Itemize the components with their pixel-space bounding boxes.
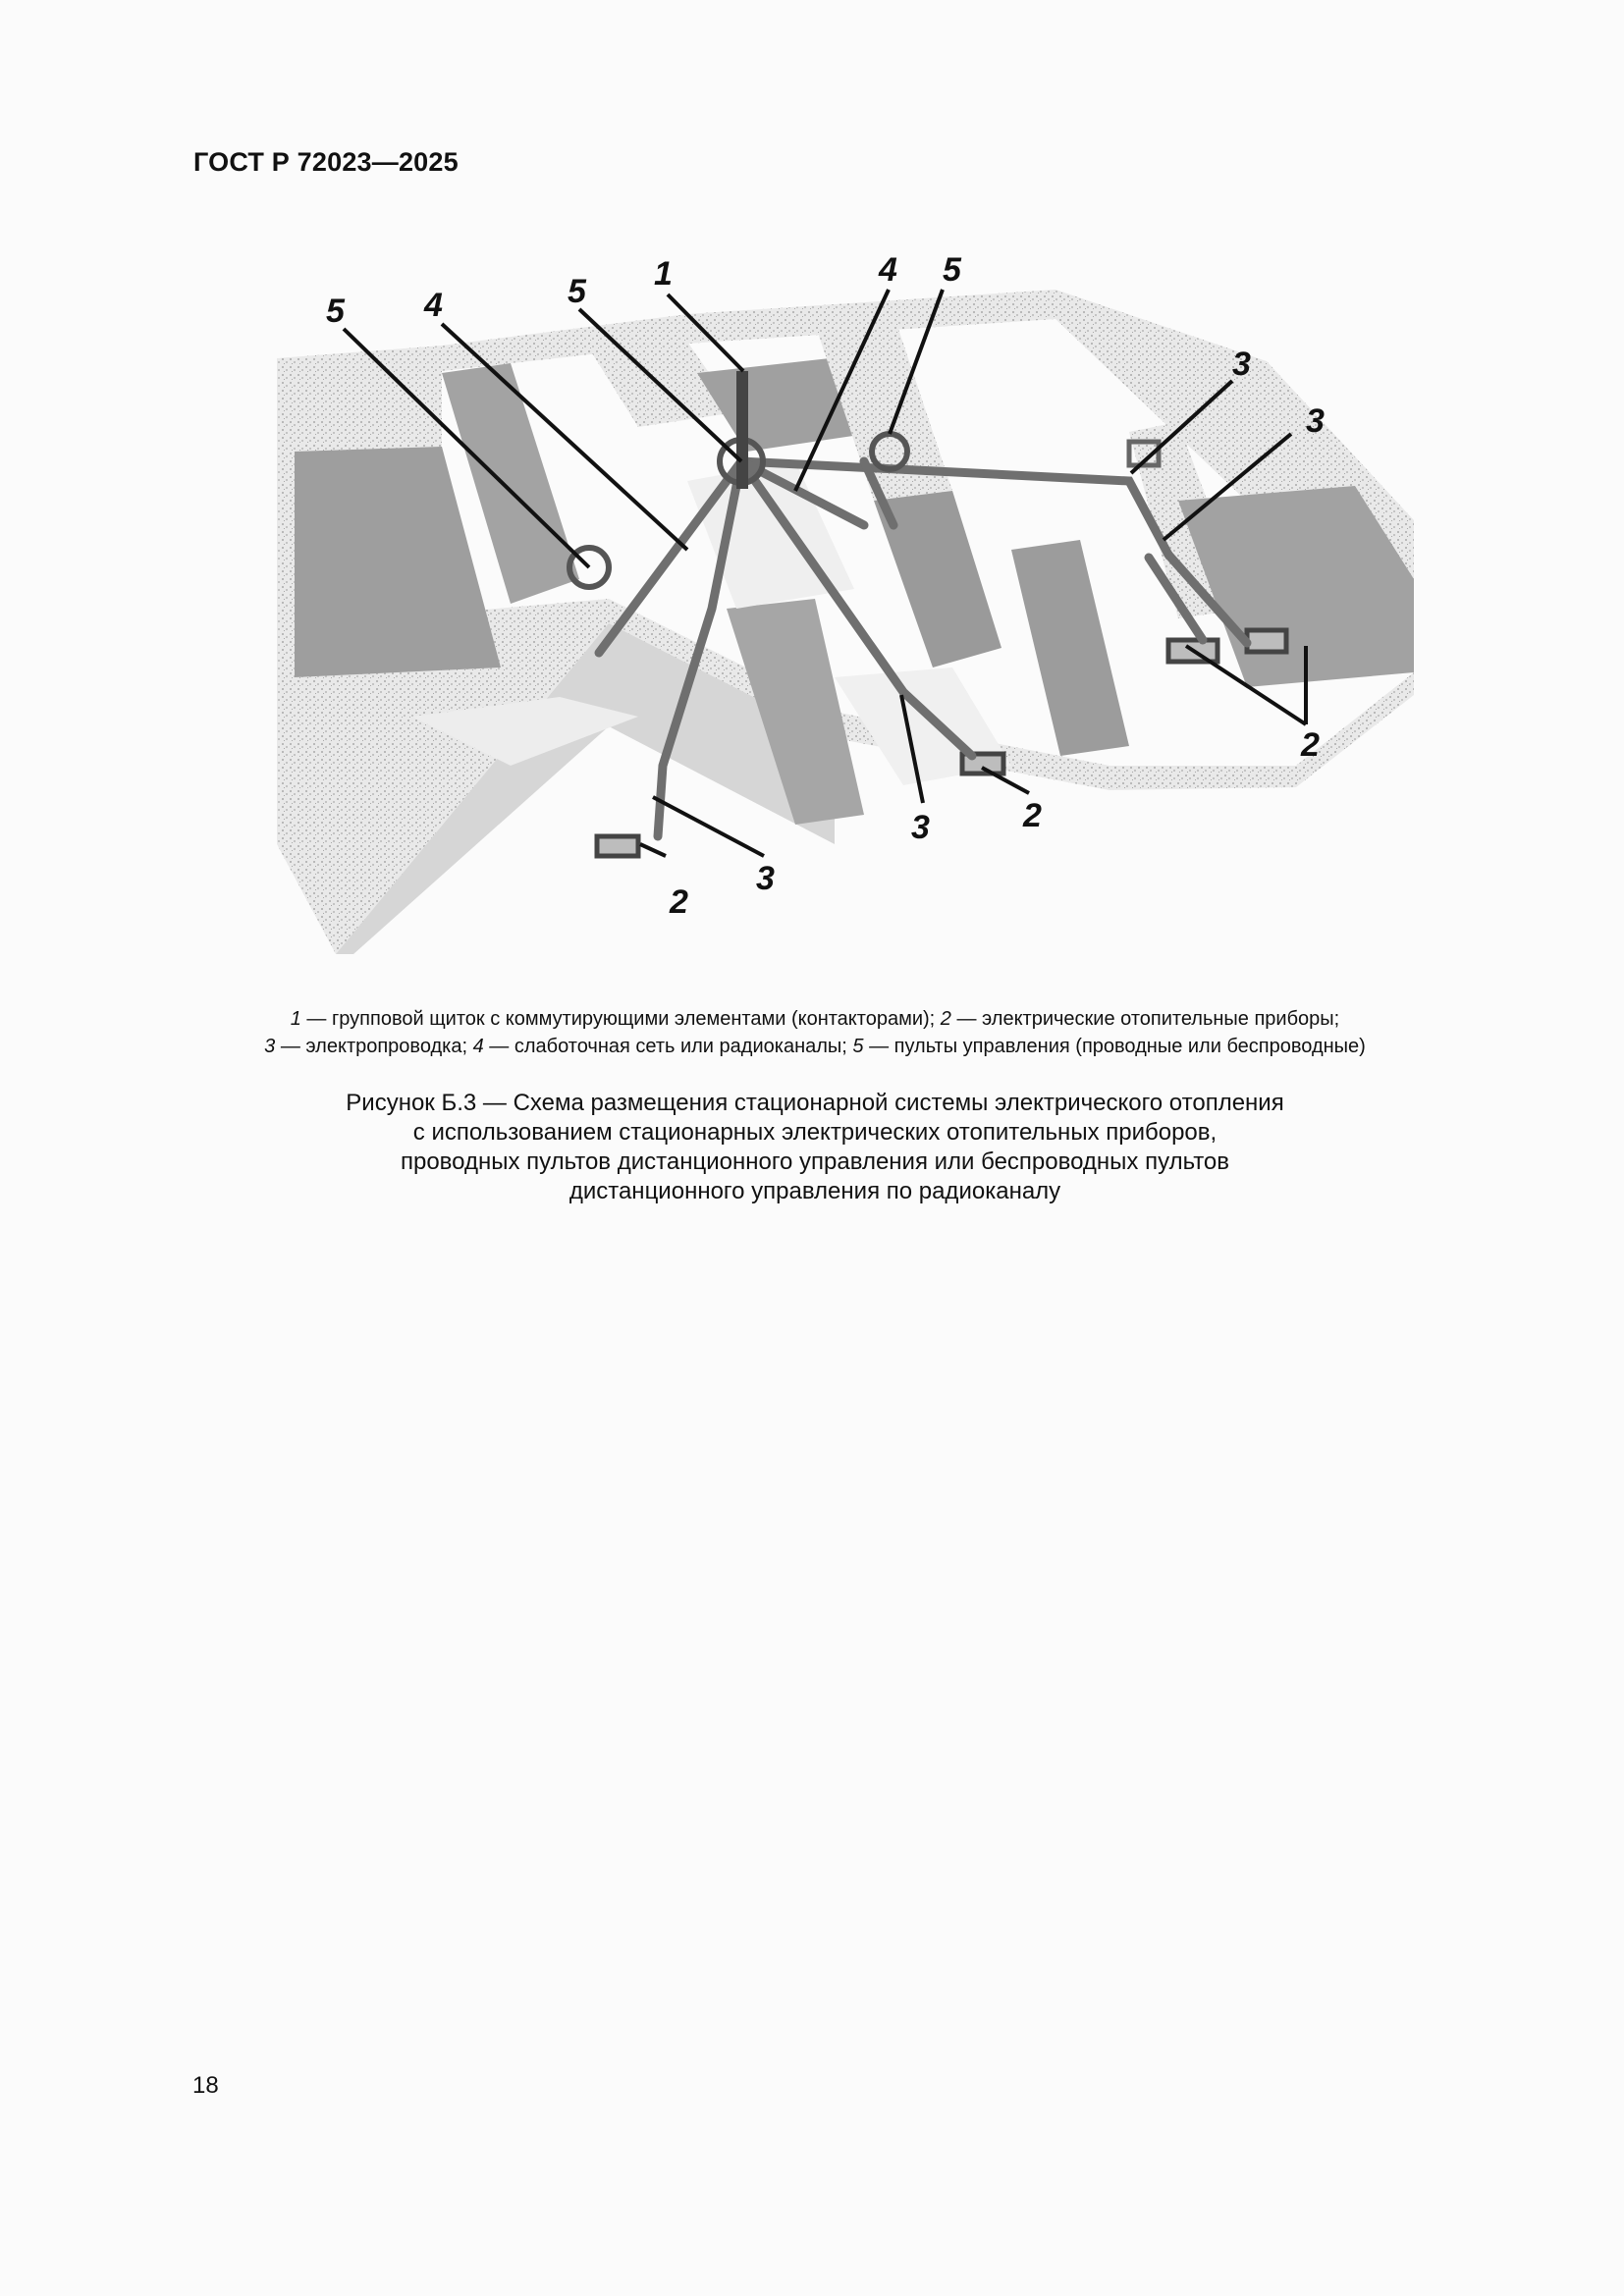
outer-wall-back [442, 290, 1056, 371]
callout-3-lower: 3 [756, 860, 775, 897]
figure-legend [157, 1005, 1473, 1060]
legend-text: — слаботочная сеть или радиоканалы; [483, 1036, 853, 1057]
legend-line-2 [157, 1033, 1473, 1060]
legend-text: — электрические отопительные приборы; [950, 1008, 1340, 1030]
leader-line [640, 844, 666, 856]
callout-4-right: 4 [879, 255, 897, 289]
callout-5-center: 5 [568, 273, 586, 310]
floor-slab-left [295, 447, 501, 677]
callout-3-right: 3 [1306, 402, 1325, 440]
heater-icon [597, 836, 638, 856]
caption-line: проводных пультов дистанционного управления или беспроводных пультов [400, 1148, 1230, 1175]
callout-2-far-right: 2 [1301, 726, 1320, 764]
legend-text: — пульты управления (проводные или беспроводные) [863, 1036, 1366, 1057]
page-number: 18 [192, 2072, 219, 2099]
callout-2-lower: 2 [670, 883, 688, 921]
caption-line: с использованием стационарных электрических отопительных приборов, [412, 1119, 1218, 1146]
caption-line: дистанционного управления по радиоканалу [568, 1178, 1061, 1204]
legend-number: 5 [852, 1036, 864, 1057]
legend-number: 3 [264, 1036, 276, 1057]
building-walls [277, 290, 1414, 954]
figure-caption [157, 1089, 1473, 1206]
callout-3-middle: 3 [911, 809, 930, 846]
document-header: ГОСТ Р 72023—2025 [193, 147, 459, 177]
legend-text: — групповой щиток с коммутирующими элементами (контакторами); [300, 1008, 941, 1030]
floor-plan-drawing [265, 255, 1424, 962]
inner-wall-6 [1011, 540, 1129, 756]
distribution-panel-icon [736, 371, 748, 489]
callout-4-left: 4 [424, 287, 443, 324]
legend-number: 2 [940, 1008, 951, 1030]
floor-plan-figure [265, 255, 1424, 962]
legend-number: 4 [472, 1036, 484, 1057]
legend-number: 1 [290, 1008, 301, 1030]
legend-line-1 [157, 1005, 1473, 1033]
callout-5-left: 5 [326, 293, 345, 330]
callout-5-right: 5 [943, 255, 961, 289]
caption-line: Рисунок Б.3 — Схема размещения стационарной системы электрического отопления [346, 1090, 1284, 1116]
heater-icon [1247, 630, 1286, 652]
callout-1: 1 [654, 255, 673, 293]
callout-2-middle: 2 [1023, 797, 1042, 834]
leader-line [653, 797, 764, 856]
callout-3-upper-right: 3 [1232, 346, 1251, 383]
legend-text: — электропроводка; [275, 1036, 473, 1057]
